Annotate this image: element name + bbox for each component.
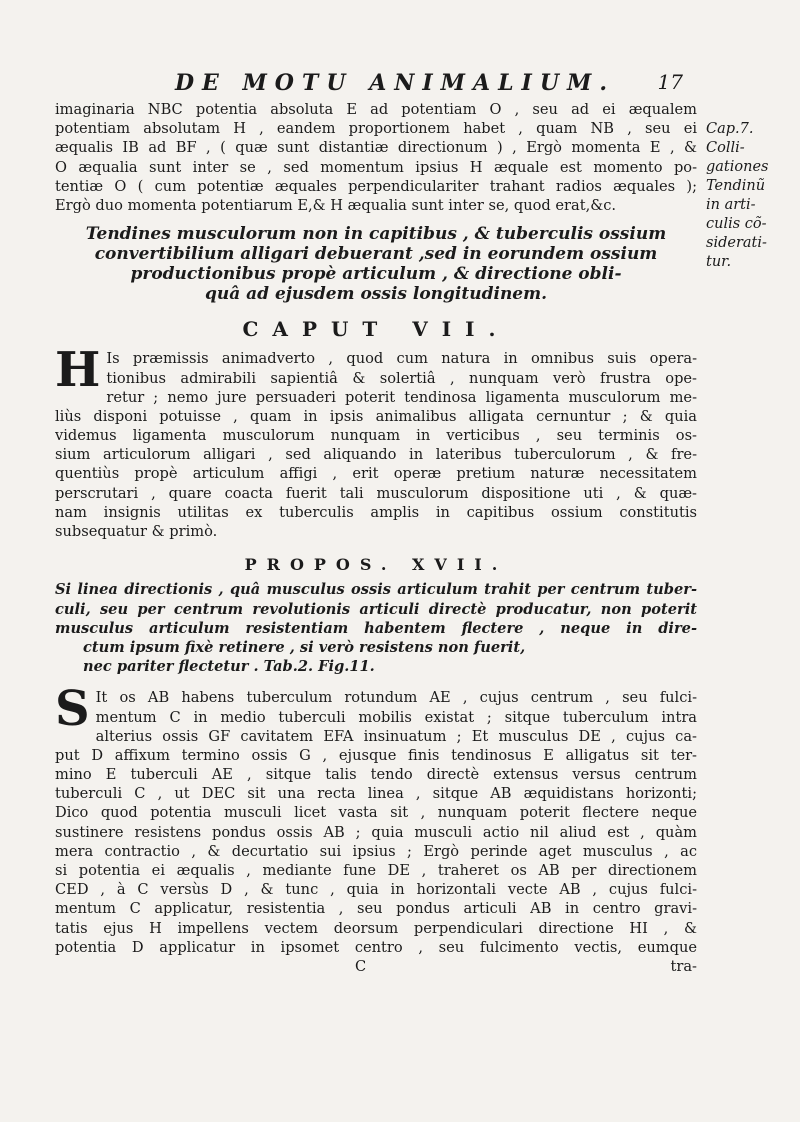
text-line: put D affixum termino ossis G , ejusque finis tendinosus E alligatus sit ter-	[55, 746, 697, 764]
text-line: imaginaria NBC potentia absoluta E ad potentiam O , seu ad ei æqualem	[55, 101, 697, 118]
proposition-statement	[55, 580, 697, 676]
title-line: Tendines musculorum non in capitibus , & tuberculis ossium	[85, 224, 667, 245]
text-line: musculus articulum resistentiam habentem flectere , neque in dire-	[55, 619, 697, 637]
text-line: Si linea directionis , quâ musculus ossis articulum trahit per centrum tuber-	[55, 581, 697, 599]
paragraph-3	[55, 681, 697, 957]
signature-mark: C	[355, 957, 367, 975]
margin-line: in arti-	[706, 197, 756, 213]
margin-note	[706, 120, 796, 272]
text-line: Ergò duo momenta potentiarum E,& H æqualia sunt inter se, quod erat,&c.	[55, 196, 617, 214]
text-line: nec pariter flectetur . Tab.2. Fig.11.	[83, 658, 375, 676]
margin-line: culis cõ-	[706, 216, 767, 232]
text-body	[55, 100, 697, 977]
chapter-heading: CAPUT VII.	[242, 317, 510, 342]
margin-line: siderati-	[706, 235, 767, 251]
catchword-row	[55, 957, 697, 977]
drop-cap: H	[55, 342, 101, 399]
text-line: æqualis IB ad BF , ( quæ sunt distantiæ directionum ) , Ergò momenta E , &	[55, 139, 697, 157]
paragraph-1	[55, 100, 697, 215]
text-line: O æqualia sunt inter se , sed momentum ipsius H æquale est momento po-	[55, 158, 697, 176]
text-line: mera contractio , & decurtatio sui ipsius ; Ergò perinde aget musculus , ac	[55, 842, 697, 860]
proposition-heading: PROPOS. XVII.	[244, 555, 508, 575]
text-line: potentiam absolutam H , eandem proportionem habet , quam NB , seu ei	[55, 120, 697, 138]
text-line: potentia D applicatur in ipsomet centro , seu fulcimento vectis, eumque	[55, 938, 697, 956]
text-line: perscrutari , quare coacta fuerit tali musculorum dispositione uti , & quæ-	[55, 484, 697, 502]
text-line: CED , à C versùs D , & tunc , quia in horizontali vecte AB , cujus fulci-	[55, 881, 697, 899]
text-line: sustinere resistens pondus ossis AB ; quia musculi actio nil aliud est , quàm	[55, 823, 697, 841]
section-title	[55, 224, 697, 304]
title-line: convertibilium alligari debuerant ,sed in eorundem ossium	[94, 244, 658, 265]
title-line: productionibus propè articulum , & directione obli-	[130, 264, 622, 285]
text-line: ctum ipsum fixè retinere , si verò resistens non fuerit,	[83, 638, 526, 656]
text-line: nam insignis utilitas ex tuberculis amplis in capitibus ossium constitutis	[55, 503, 697, 521]
text-line: retur ; nemo jure persuaderi poterit tendinosa ligamenta musculorum me-	[106, 388, 697, 406]
text-line: tuberculi C , ut DEC sit una recta linea , sitque AB æquidistans horizonti;	[55, 785, 697, 803]
text-line: videmus ligamenta musculorum nunquam in verticibus , seu terminis os-	[55, 427, 697, 445]
text-line: tionibus admirabili sapientiâ & solertiâ , nunquam verò frustra ope-	[106, 369, 697, 387]
text-line: tentiæ O ( cum potentiæ æquales perpendiculariter trahant radios æquales );	[55, 177, 697, 195]
text-line: culi, seu per centrum revolutionis articuli directè producatur, non poterit	[55, 600, 697, 618]
drop-cap: S	[55, 681, 90, 738]
running-title: DE MOTU ANIMALIUM.	[174, 70, 616, 96]
text-line: mentum C in medio tuberculi mobilis existat ; sitque tuberculum intra	[95, 708, 697, 726]
text-line: quentiùs propè articulum affigi , erit operæ pretium naturæ necessitatem	[55, 465, 697, 483]
page-number: 17	[657, 70, 683, 94]
text-line: Dico quod potentia musculi licet vasta sit , nunquam poterit flectere neque	[55, 804, 697, 822]
margin-line: Colli-	[706, 140, 745, 156]
margin-line: tur.	[706, 254, 732, 270]
margin-line: Tendinũ	[706, 178, 766, 194]
catchword: tra-	[670, 957, 697, 975]
running-header	[115, 70, 683, 96]
margin-line: Cap.7.	[706, 121, 754, 137]
text-line: mino E tuberculi AE , sitque talis tendo directè extensus versus centrum	[55, 766, 697, 784]
text-line: si potentia ei æqualis , mediante fune DE , traheret os AB per directionem	[55, 862, 697, 880]
text-line: tatis ejus H impellens vectem deorsum perpendiculari directione HI , &	[55, 919, 697, 937]
text-line: mentum C applicatur, resistentia , seu pondus articuli AB in centro gravi-	[55, 900, 697, 918]
text-line: sium articulorum alligari , sed aliquando in lateribus tuberculorum , & fre-	[55, 446, 697, 464]
text-line: liùs disponi potuisse , quam in ipsis animalibus alligata cernuntur ; & quia	[55, 407, 697, 425]
paragraph-2	[55, 342, 697, 541]
text-line: subsequatur & primò.	[55, 523, 218, 541]
text-line: It os AB habens tuberculum rotundum AE , cujus centrum , seu fulci-	[95, 689, 697, 707]
margin-line: gationes	[706, 159, 769, 175]
text-line: alterius ossis GF cavitatem EFA insinuatum ; Et musculus DE , cujus ca-	[95, 727, 697, 745]
text-line: Is præmissis animadverto , quod cum natura in omnibus suis opera-	[106, 350, 697, 368]
title-line: quâ ad ejusdem ossis longitudinem.	[204, 284, 548, 305]
